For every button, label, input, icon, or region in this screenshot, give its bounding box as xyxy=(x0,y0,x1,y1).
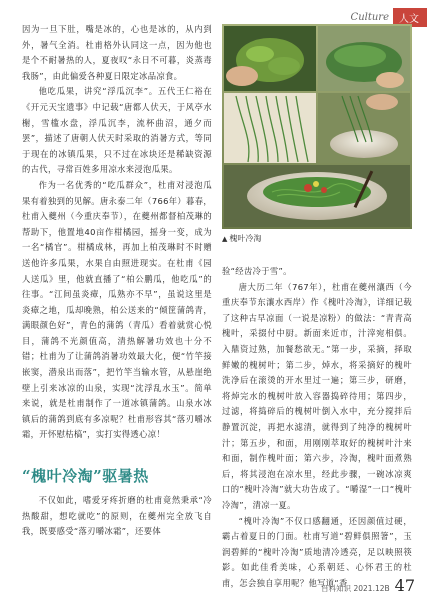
paragraph: 作为一名优秀的“吃瓜群众”，杜甫对浸泡瓜果有着独到的见解。唐永泰二年（766年）暮春，杜甫入夔州（今重庆奉节），在夔州都督柏茂琳的帮助下，他置地40亩作柑橘园，摇身一变，成为一名“橘官”。柑橘成林，再加上柏茂琳时不时赠送他许多瓜果，水果自由照进现实。在杜甫《园人送瓜》里，他就直播了“柏公鹏瓜，他吃瓜”的往事。“江间虽炎瘴，瓜熟亦不早”，虽说这里是炎瘴之地，瓜却晚熟，柏公送来的“倾筐蒲鸽青，满眼颜色好”，青色的蒲鸽（青瓜）看着就赏心悦目，蒲鸽不光颜值高，清热解暑功效也十分不错；杜甫为了让蒲鸽消暑功效最大化，便“竹竿接嵌窦，潜泉出而落”，把竹竿当输水管，从悬崖绝壁上引来冰凉的山泉，实现“沈浮乱水玉”。简单来说，就是杜甫制作了一道冰镇蒲鸽。山泉水冰镇后的蒲鸽到底有多凉呢？杜甫形容其“落刃嚼冰霜，开怀慰枯槁”，实打实得透心凉！ xyxy=(22,179,212,440)
left-column-body xyxy=(22,22,212,443)
right-column-body xyxy=(222,264,412,591)
section-label-zh: 人文 xyxy=(393,8,427,27)
paragraph: 不仅如此，嗜爱牙疼折磨的杜甫竟然秉承“冷热酸甜，想吃就吃”的原则，在夔州完全放飞自我，既要感受“落刃嚼冰霜”，还要体 xyxy=(22,495,212,537)
section-title: “槐叶冷淘”驱暑热 xyxy=(22,467,149,485)
paragraph: 验“经齿冷于雪”。 xyxy=(222,266,292,276)
noodle-photo-illustration xyxy=(222,24,412,229)
paragraph: “槐叶冷淘”不仅口感翻通，还因颜值过硬，霸占着夏日的门面。杜甫写道“碧鲜俱照箸”，玉润碧鲜的“槐叶冷淘”质地清冷透亮，足以映照筷影。如此佳肴美味，心系朝廷、心怀君王的杜甫，怎会独自享用呢？他写道“香 xyxy=(222,515,412,588)
left-column-body-continued xyxy=(22,493,212,540)
paragraph: 因为一旦下肚，嘴是冰的，心也是冰的，从内到外，暑气全消。杜甫格外认同这一点，因为他也是个不耐暑热的人，夏夜叹“永日不可暮，炎蒸毒我肠”，由此偏爱各种夏日限定冰品凉食。 xyxy=(22,24,212,81)
publication-source: 百科知识 2021.12B xyxy=(321,584,390,593)
page-footer xyxy=(321,576,415,595)
triangle-icon: ▲ xyxy=(222,235,228,243)
page-number: 47 xyxy=(394,576,415,595)
noodle-photo xyxy=(222,24,412,229)
figure-caption xyxy=(222,233,261,244)
section-label-en: Culture xyxy=(350,11,389,23)
figure-caption-text: 槐叶冷淘 xyxy=(229,234,262,243)
paragraph: 唐大历二年（767年），杜甫在夔州瀼西（今重庆奉节东瀼水西岸）作《槐叶冷淘》，详细记载了这种古早凉面（一说是凉粉）的做法：“青青高槐叶，采掇付中厨。新面来近市，汁滓宛相俱。入鼎资过熟，加餐愁欲无。”第一步，采摘，择取鲜嫩的槐树叶；第二步，焯水，将采摘好的槐叶洗净后在滚烫的开水里过一遍；第三步，研磨，将焯完水的槐树叶放入容器捣碎待用；第四步，过滤，将捣碎后的槐树叶倒入水中，充分搅拌后静置沉淀，再把水滤清，就得到了纯净的槐树叶汁；第五步，和面，用刚刚萃取好的槐树叶汁来和面，制作槐叶面；第六步，冷淘，槐叶面煮熟后，将其浸泡在凉水里，经此步骤，一碗冰凉爽口的“槐叶冷淘”就大功告成了。“嚼湿”一口“槐叶冷淘”，清凉一夏。 xyxy=(222,281,412,510)
paragraph: 他吃瓜果，讲究“浮瓜沉李”。五代王仁裕在《开元天宝遗事》中记载“唐都人伏天，于风亭水榭，雪槛水盘，浮瓜沉李，流杯曲沼，通夕而罢”，描述了唐朝人伏天时采取的消暑方式，等同于现在的冰镇瓜果，只不过在冰块还是稀缺资源的古代，寻常百姓多用凉水来浸泡瓜果。 xyxy=(22,86,212,175)
